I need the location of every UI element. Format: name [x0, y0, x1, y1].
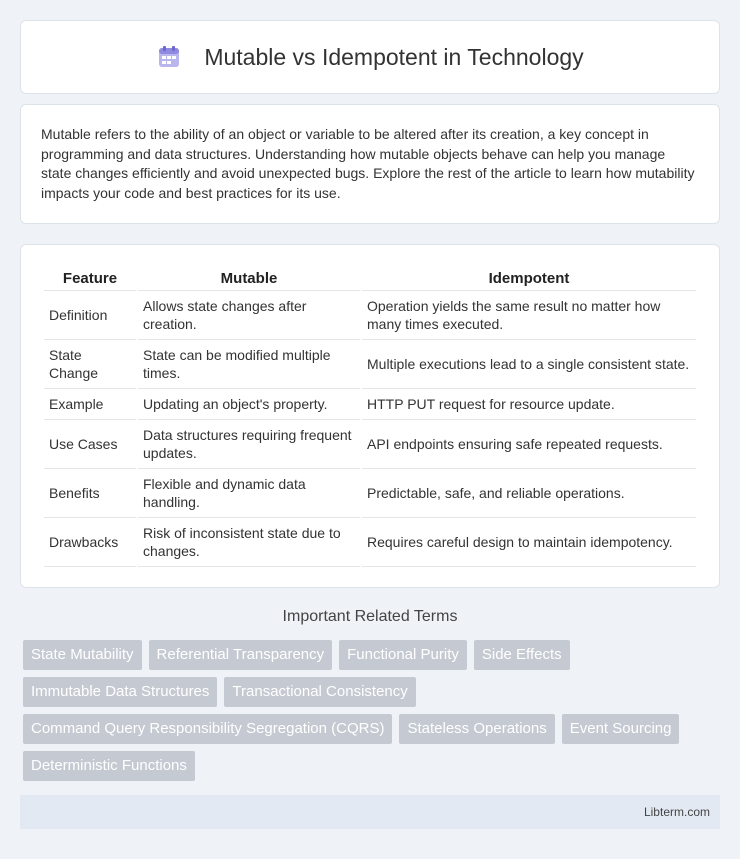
- idempotent-cell: API endpoints ensuring safe repeated requests.: [362, 420, 696, 469]
- related-term-tag[interactable]: Functional Purity: [339, 640, 467, 670]
- header-mutable: Mutable: [138, 265, 360, 291]
- feature-cell: State Change: [44, 340, 136, 389]
- idempotent-cell: Operation yields the same result no matter how many times executed.: [362, 291, 696, 340]
- mutable-cell: Risk of inconsistent state due to changes.: [138, 518, 360, 567]
- table-row: [44, 389, 696, 420]
- mutable-cell: Allows state changes after creation.: [138, 291, 360, 340]
- idempotent-cell: HTTP PUT request for resource update.: [362, 389, 696, 420]
- feature-cell: Drawbacks: [44, 518, 136, 567]
- related-term-tag[interactable]: Stateless Operations: [399, 714, 554, 744]
- mutable-cell: State can be modified multiple times.: [138, 340, 360, 389]
- mutable-cell: Updating an object's property.: [138, 389, 360, 420]
- table-row: [44, 340, 696, 389]
- related-term-tag[interactable]: Command Query Responsibility Segregation (CQRS): [23, 714, 392, 744]
- footer-site-link[interactable]: Libterm.com: [643, 805, 710, 819]
- header-feature: Feature: [44, 265, 136, 291]
- related-terms-list: [23, 640, 723, 788]
- related-term-tag[interactable]: Side Effects: [474, 640, 570, 670]
- table-row: [44, 518, 696, 567]
- calendar-icon: [156, 44, 182, 70]
- table-row: [44, 291, 696, 340]
- comparison-card: [20, 244, 720, 588]
- related-term-tag[interactable]: State Mutability: [23, 640, 142, 670]
- intro-card: [20, 104, 720, 224]
- page-title: Mutable vs Idempotent in Technology: [204, 43, 584, 70]
- related-term-tag[interactable]: Transactional Consistency: [224, 677, 415, 707]
- table-row: [44, 420, 696, 469]
- feature-cell: Example: [44, 389, 136, 420]
- related-terms-title: Important Related Terms: [282, 608, 458, 625]
- related-term-tag[interactable]: Deterministic Functions: [23, 751, 195, 781]
- related-term-tag[interactable]: Referential Transparency: [149, 640, 333, 670]
- related-term-tag[interactable]: Immutable Data Structures: [23, 677, 217, 707]
- feature-cell: Benefits: [44, 469, 136, 518]
- mutable-cell: Data structures requiring frequent updates.: [138, 420, 360, 469]
- feature-cell: Definition: [44, 291, 136, 340]
- table-row: [44, 469, 696, 518]
- footer: [20, 795, 720, 829]
- idempotent-cell: Predictable, safe, and reliable operations.: [362, 469, 696, 518]
- mutable-cell: Flexible and dynamic data handling.: [138, 469, 360, 518]
- idempotent-cell: Requires careful design to maintain idempotency.: [362, 518, 696, 567]
- intro-text: Mutable refers to the ability of an object or variable to be altered after its creation, a key concept in programming and data structures. Understanding how mutable objects behave can help you manage state changes efficiently and avoid unexpected bugs. Explore the rest of the article to learn how mutability impacts your code and best practices for its use.: [41, 126, 695, 201]
- comparison-table: [42, 265, 698, 567]
- feature-cell: Use Cases: [44, 420, 136, 469]
- header-card: [20, 20, 720, 94]
- related-term-tag[interactable]: Event Sourcing: [562, 714, 680, 744]
- idempotent-cell: Multiple executions lead to a single consistent state.: [362, 340, 696, 389]
- header-idempotent: Idempotent: [362, 265, 696, 291]
